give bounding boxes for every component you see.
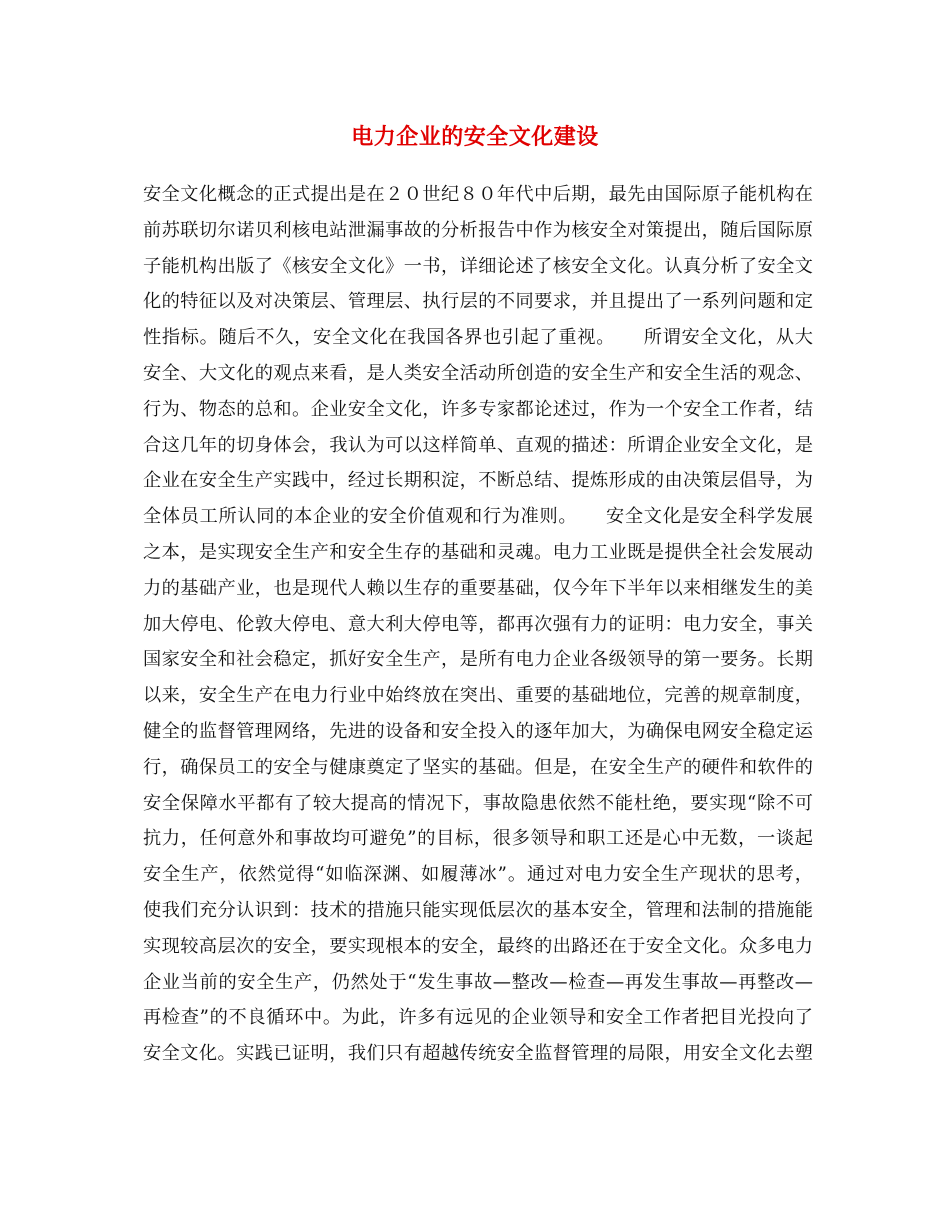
paragraph-line: 安全文化概念的正式提出是在２０世纪８０年代中后期，最先由国际原子能机构在 bbox=[143, 184, 813, 205]
paragraph-line: 企业当前的安全生产，仍然处于“发生事故—整改—检查—再发生事故—再整改— bbox=[143, 971, 813, 993]
paragraph-line: 抗力，任何意外和事故均可避免”的目标，很多领导和职工还是心中无数，一谈起 bbox=[143, 828, 813, 850]
paragraph-line: 实现较高层次的安全，要实现根本的安全，最终的出路还在于安全文化。众多电力 bbox=[143, 935, 813, 957]
paragraph-line: 健全的监督管理网络，先进的设备和安全投入的逐年加大，为确保电网安全稳定运 bbox=[143, 720, 813, 742]
paragraph-line: 以来，安全生产在电力行业中始终放在突出、重要的基础地位，完善的规章制度， bbox=[143, 685, 813, 707]
paragraph-line: 前苏联切尔诺贝利核电站泄漏事故的分析报告中作为核安全对策提出，随后国际原 bbox=[143, 219, 813, 241]
document-body bbox=[143, 177, 813, 1072]
paragraph-line: 安全、大文化的观点来看，是人类安全活动所创造的安全生产和安全生活的观念、 bbox=[143, 362, 813, 384]
paragraph-line: 力的基础产业，也是现代人赖以生存的重要基础，仅今年下半年以来相继发生的美 bbox=[143, 577, 813, 599]
paragraph-line: 性指标。随后不久，安全文化在我国各界也引起了重视。 所谓安全文化，从大 bbox=[143, 327, 813, 349]
paragraph-line: 安全保障水平都有了较大提高的情况下，事故隐患依然不能杜绝，要实现“除不可 bbox=[143, 792, 813, 814]
paragraph-line: 子能机构出版了《核安全文化》一书，详细论述了核安全文化。认真分析了安全文 bbox=[143, 255, 813, 277]
paragraph-line: 企业在安全生产实践中，经过长期积淀，不断总结、提炼形成的由决策层倡导，为 bbox=[143, 470, 813, 492]
paragraph-line: 安全生产，依然觉得“如临深渊、如履薄冰”。通过对电力安全生产现状的思考， bbox=[143, 864, 813, 886]
paragraph-line: 合这几年的切身体会，我认为可以这样简单、直观的描述：所谓企业安全文化，是 bbox=[143, 434, 813, 456]
paragraph-line: 行为、物态的总和。企业安全文化，许多专家都论述过，作为一个安全工作者，结 bbox=[143, 398, 813, 420]
paragraph-line: 全体员工所认同的本企业的安全价值观和行为准则。 安全文化是安全科学发展 bbox=[143, 506, 813, 528]
paragraph-line: 国家安全和社会稳定，抓好安全生产，是所有电力企业各级领导的第一要务。长期 bbox=[143, 649, 813, 671]
document-title: 电力企业的安全文化建设 bbox=[351, 124, 599, 150]
paragraph-line: 使我们充分认识到：技术的措施只能实现低层次的基本安全，管理和法制的措施能 bbox=[143, 899, 813, 921]
paragraph-line: 加大停电、伦敦大停电、意大利大停电等，都再次强有力的证明：电力安全，事关 bbox=[143, 613, 813, 635]
paragraph-line: 行，确保员工的安全与健康奠定了坚实的基础。但是，在安全生产的硬件和软件的 bbox=[143, 756, 813, 778]
paragraph-line: 之本，是实现安全生产和安全生存的基础和灵魂。电力工业既是提供全社会发展动 bbox=[143, 541, 813, 563]
paragraph-line: 化的特征以及对决策层、管理层、执行层的不同要求，并且提出了一系列问题和定 bbox=[143, 291, 813, 313]
paragraph-line: 安全文化。实践已证明，我们只有超越传统安全监督管理的局限，用安全文化去塑 bbox=[143, 1043, 813, 1065]
paragraph-line: 再检查”的不良循环中。为此，许多有远见的企业领导和安全工作者把目光投向了 bbox=[143, 1007, 813, 1029]
